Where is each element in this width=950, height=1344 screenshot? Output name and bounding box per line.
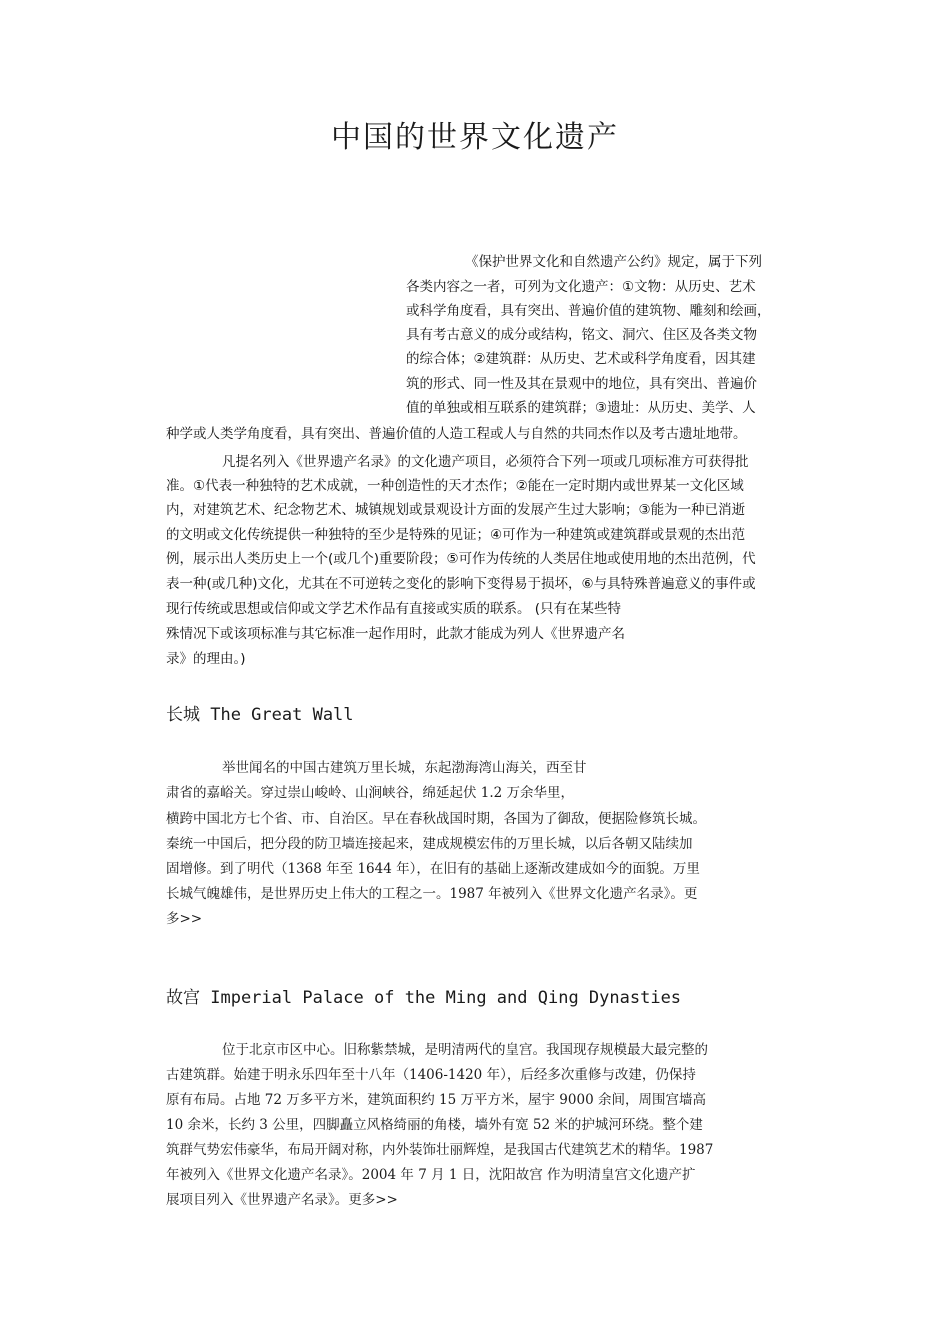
text-line: 准。①代表一种独特的艺术成就，一种创造性的天才杰作；②能在一定时期内或世界某一文化区域 <box>166 478 744 494</box>
text-line: 殊情况下或该项标准与其它标准一起作用时，此款才能成为列人《世界遗产名 <box>166 626 625 642</box>
text-line: 现行传统或思想或信仰或文学艺术作品有直接或实质的联系。 (只有在某些特 <box>166 601 622 617</box>
text-line: 10 余米，长约 3 公里，四脚矗立风格绮丽的角楼，墙外有宽 52 米的护城河环绕。整个建 <box>166 1117 703 1133</box>
text-line: 值的单独或相互联系的建筑群；③遗址：从历史、美学、人 <box>406 400 756 416</box>
text-line: 的文明或文化传统提供一种独特的至少是特殊的见证；④可作为一种建筑或建筑群或景观的杰出范 <box>166 527 746 543</box>
text-line: 种学或人类学角度看，具有突出、普遍价值的人造工程或人与自然的共同杰作以及考古遗址地带。 <box>166 426 747 442</box>
text-line: 内，对建筑艺术、纪念物艺术、城镇规划或景观设计方面的发展产生过大影响；③能为一种已消逝 <box>166 502 746 518</box>
text-line: 具有考古意义的成分或结构，铭文、洞穴、住区及各类文物 <box>406 327 757 343</box>
text-line: 各类内容之一者，可列为文化遗产：①文物：从历史、艺术 <box>406 279 756 295</box>
text-line: 秦统一中国后，把分段的防卫墙连接起来，建成规模宏伟的万里长城，以后各朝又陆续加 <box>166 836 693 852</box>
text-line: 举世闻名的中国古建筑万里长城，东起渤海湾山海关，西至甘 <box>222 760 587 776</box>
page-title: 中国的世界文化遗产 <box>331 120 619 155</box>
text-line: 长城气魄雄伟，是世界历史上伟大的工程之一。1987 年被列入《世界文化遗产名录》。更 <box>166 886 698 902</box>
text-line: 年被列入《世界文化遗产名录》。2004 年 7 月 1 日，沈阳故宫 作为明清皇宫文化遗产扩 <box>166 1167 696 1183</box>
text-line-with-more-link[interactable]: 展项目列入《世界遗产名录》。更多>> <box>166 1192 398 1208</box>
text-line: 筑群气势宏伟豪华，布局开阔对称，内外装饰壮丽辉煌，是我国古代建筑艺术的精华。1987 <box>166 1142 714 1158</box>
section-heading-great-wall: 长城 The Great Wall <box>166 705 354 725</box>
text-line: 筑的形式、同一性及其在景观中的地位，具有突出、普遍价 <box>406 376 757 392</box>
section-heading-imperial-palace: 故宫 Imperial Palace of the Ming and Qing Dynasties <box>166 988 682 1008</box>
text-line: 横跨中国北方七个省、市、自治区。早在春秋战国时期，各国为了御敌，便据险修筑长城。 <box>166 811 706 827</box>
more-link[interactable]: 多>> <box>166 911 203 927</box>
text-line: 的综合体；②建筑群：从历史、艺术或科学角度看，因其建 <box>406 351 756 367</box>
text-line: 表一种(或几种)文化，尤其在不可逆转之变化的影响下变得易于损坏，⑥与具特殊普遍意义的事件或 <box>166 576 756 592</box>
text-line: 位于北京市区中心。旧称紫禁城，是明清两代的皇宫。我国现存规模最大最完整的 <box>222 1042 708 1058</box>
text-line: 古建筑群。始建于明永乐四年至十八年（1406-1420 年），后经多次重修与改建，仍保持 <box>166 1067 696 1083</box>
text-line: 《保护世界文化和自然遗产公约》规定，属于下列 <box>465 254 762 270</box>
text-line: 肃省的嘉峪关。穿过崇山峻岭、山涧峡谷，绵延起伏 1.2 万余华里， <box>166 785 575 801</box>
text-line: 凡提名列入《世界遗产名录》的文化遗产项目，必须符合下列一项或几项标准方可获得批 <box>222 454 749 470</box>
text-line: 例，展示出人类历史上一个(或几个)重要阶段；⑤可作为传统的人类居住地或使用地的杰出范例，代 <box>166 551 756 567</box>
text-line: 或科学角度看，具有突出、普遍价值的建筑物、雕刻和绘画， <box>406 303 771 319</box>
text-line: 原有布局。占地 72 万多平方米，建筑面积约 15 万平方米，屋宇 9000 余间，周围宫墙高 <box>166 1092 706 1108</box>
text-line: 固增修。到了明代（1368 年至 1644 年），在旧有的基础上逐渐改建成如今的面貌。万里 <box>166 861 700 877</box>
text-line: 录》的理由。) <box>166 651 246 667</box>
